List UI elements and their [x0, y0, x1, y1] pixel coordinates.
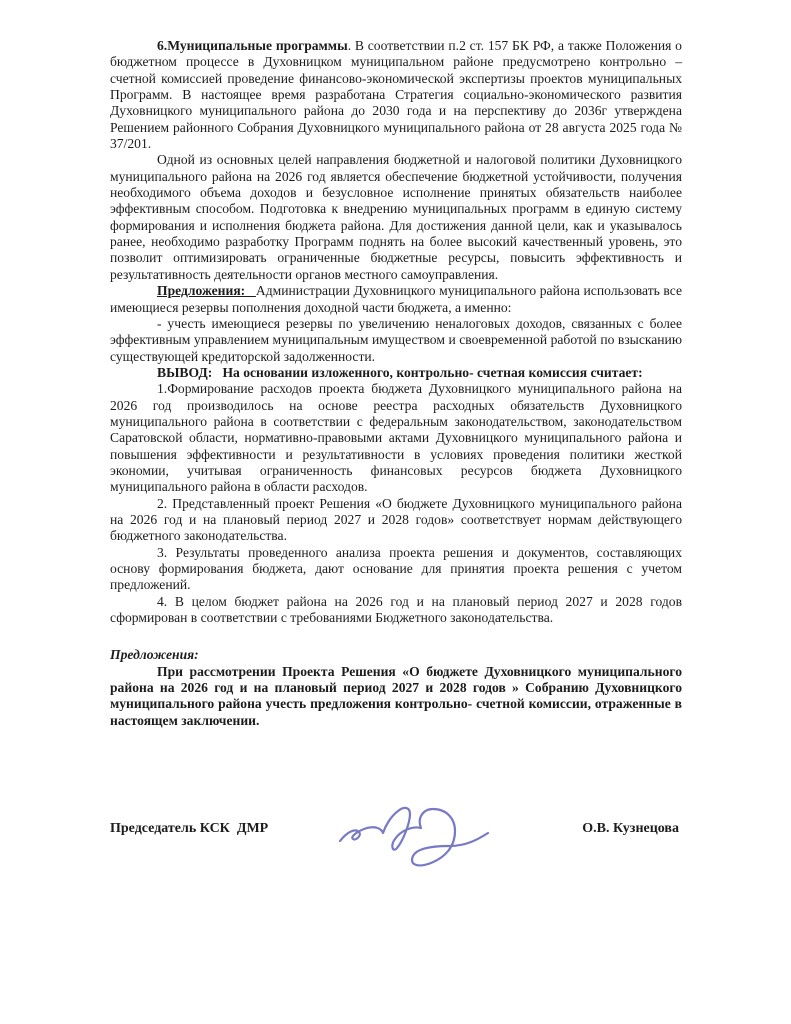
- municipal-programs-heading: 6.Муниципальные программы: [157, 38, 348, 53]
- conclusion-item-4: 4. В целом бюджет района на 2026 год и на плановый период 2027 и 2028 годов сформирован в соответствии с требованиями Бюджетного законодательства.: [110, 593, 682, 626]
- inline-proposals-text: Администрации Духовницкого муниципального района использовать все имеющиеся резервы пополнения доходной части бюджета, а именно:: [110, 283, 682, 315]
- paragraph-reserves-item: - учесть имеющиеся резервы по увеличению неналоговых доходов, связанных с более эффективным управлением муниципальным имуществом и своевременной работой по взысканию существующей кредиторской задолженности.: [110, 315, 682, 364]
- signature-block: [110, 789, 682, 889]
- final-proposals-text: При рассмотрении Проекта Решения «О бюджете Духовницкого муниципального района на 2026 год и на плановый период 2027 и 2028 годов » Собранию Духовницкого муниципального района учесть предложения контрольно- счетной комиссии, отраженные в настоящем заключении.: [110, 663, 682, 728]
- handwritten-signature-icon: [322, 789, 502, 884]
- paragraph-inline-proposals: [110, 283, 682, 316]
- final-proposals-heading: Предложения:: [110, 647, 199, 663]
- conclusion-heading: ВЫВОД: На основании изложенного, контрольно- счетная комиссия считает:: [157, 364, 643, 380]
- conclusion-item-3: 3. Результаты проведенного анализа проекта решения и документов, составляющих основу формирования бюджета, дают основание для принятия проекта решения с учетом предложений.: [110, 544, 682, 593]
- paragraph-municipal-programs: [110, 38, 682, 152]
- inline-proposals-heading: Предложения:: [157, 283, 256, 299]
- paragraph-budget-goals: Одной из основных целей направления бюджетной и налоговой политики Духовницкого муниципального района на 2026 год является обеспечение бюджетной устойчивости, получения необходимого объема доходов и безусловное исполнение принятых обязательств наиболее эффективным способом. Подготовка к внедрению муниципальных программ в единую систему формирования и исполнения бюджета района. Для достижения данной цели, как и указывалось ранее, необходимо разработку Программ поднять на более высокий качественный уровень, это позволит оптимизировать ограниченные бюджетные ресурсы, повысить эффективность и результативность деятельности органов местного самоуправления.: [110, 152, 682, 282]
- conclusion-item-1: 1.Формирование расходов проекта бюджета Духовницкого муниципального района на 2026 год производилось на основе реестра расходных обязательств Духовницкого муниципального района в соответствии с федеральным законодательством, законодательством Саратовской области, нормативно-правовыми актами Духовницкого муниципального района и повышения эффективности и результативности в условиях проведения политики жесткой экономии, учитывая ограниченность финансовых ресурсов бюджета Духовницкого муниципального района в области расходов.: [110, 381, 682, 495]
- signer-name: О.В. Кузнецова: [582, 821, 679, 837]
- municipal-programs-text: . В соответствии п.2 ст. 157 БК РФ, а также Положения о бюджетном процессе в Духовницком муниципальном районе предусмотрено контрольно – счетной комиссией проведение финансово-экономической экспертизы проектов муниципальных Программ. В настоящее время разработана Стратегия социально-экономического развития Духовницкого муниципального района до 2030 года и на перспективу до 2036г утверждена Решением районного Собрания Духовницкого муниципального района от 28 августа 2025 года № 37/201.: [110, 38, 682, 152]
- signer-position-title: Председатель КСК ДМР: [110, 821, 269, 837]
- conclusion-item-2: 2. Представленный проект Решения «О бюджете Духовницкого муниципального района на 2026 год и на плановый период 2027 и 2028 годов» соответствует нормам действующего бюджетного законодательства.: [110, 495, 682, 544]
